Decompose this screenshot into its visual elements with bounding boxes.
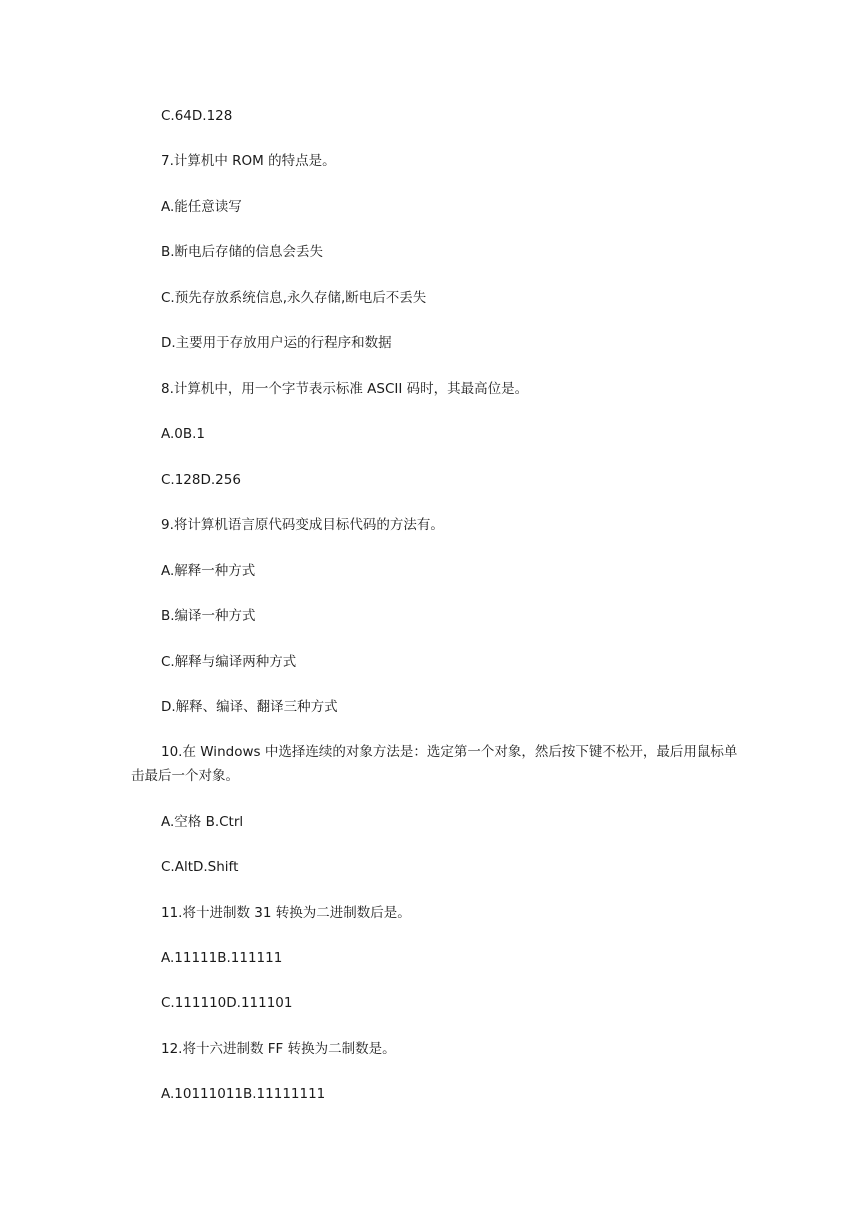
option-d: D.解释、编译、翻译三种方式	[161, 699, 338, 715]
answer-options-line: C.64D.128	[161, 108, 233, 124]
question-9: 9.将计算机语言原代码变成目标代码的方法有。	[161, 517, 444, 533]
option-b: B.断电后存储的信息会丢失	[161, 244, 324, 260]
question-7: 7.计算机中 ROM 的特点是。	[161, 153, 336, 169]
option-a: A.能任意读写	[161, 199, 242, 215]
option-b: B.编译一种方式	[161, 608, 256, 624]
answer-options-line: A.空格 B.Ctrl	[161, 814, 244, 830]
question-12: 12.将十六进制数 FF 转换为二制数是。	[161, 1041, 396, 1057]
option-c: C.预先存放系统信息,永久存储,断电后不丢失	[161, 290, 427, 306]
answer-options-line: A.10111011B.11111111	[161, 1086, 326, 1102]
option-c: C.解释与编译两种方式	[161, 654, 297, 670]
question-11: 11.将十进制数 31 转换为二进制数后是。	[161, 905, 411, 921]
answer-options-line: C.128D.256	[161, 472, 241, 488]
option-a: A.解释一种方式	[161, 563, 256, 579]
option-d: D.主要用于存放用户运的行程序和数据	[161, 335, 392, 351]
question-10: 10.在 Windows 中选择连续的对象方法是：选定第一个对象，然后按下键不松开，最后用鼠标单击最后一个对象。	[131, 744, 738, 784]
answer-options-line: A.0B.1	[161, 426, 206, 442]
answer-options-line: A.11111B.111111	[161, 950, 283, 966]
question-8: 8.计算机中，用一个字节表示标准 ASCII 码时，其最高位是。	[161, 381, 529, 397]
answer-options-line: C.AltD.Shift	[161, 859, 239, 875]
answer-options-line: C.111110D.111101	[161, 995, 293, 1011]
